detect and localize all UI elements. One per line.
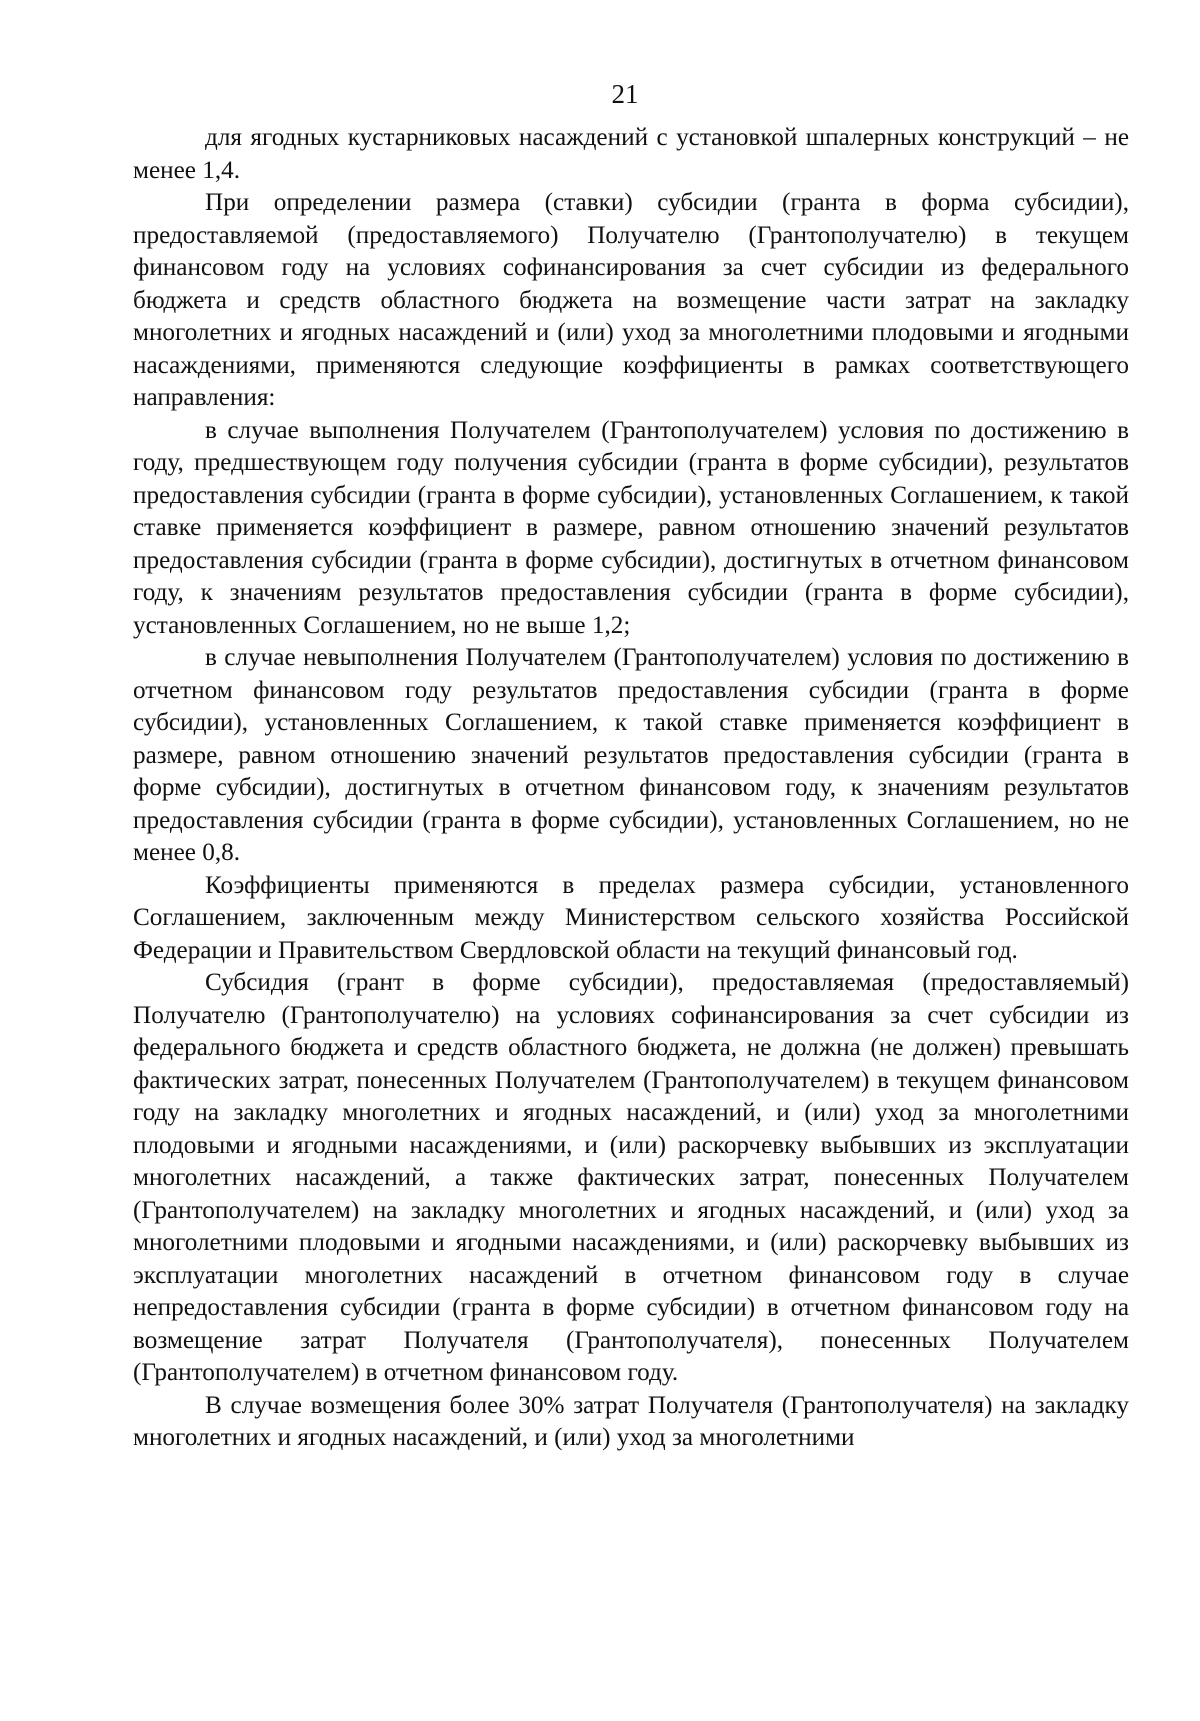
paragraph: Коэффициенты применяются в пределах размера субсидии, установленного Соглашением, заключенным между Министерством сельского хозяйства Российской Федерации и Правительством Свердловской области на текущий финансовый год. [133, 871, 1129, 964]
paragraph: в случае выполнения Получателем (Грантополучателем) условия по достижению в году, предшествующем году получения субсидии (гранта в форме субсидии), результатов предоставления субсидии (гранта в форме субсидии), установленных Соглашением, к такой ставке применяется коэффициент в размере, равном отношению значений результатов предоставления субсидии (гранта в форме субсидии), достигнутых в отчетном финансовом году, к значениям результатов предоставления субсидии (гранта в форме субсидии), установленных Соглашением, но не выше 1,2; [133, 416, 1129, 639]
page-number: 21 [611, 79, 639, 109]
paragraph: В случае возмещения более 30% затрат Получателя (Грантополучателя) на закладку многолетних и ягодных насаждений, и (или) уход за многолетними [133, 1391, 1129, 1451]
paragraph: При определении размера (ставки) субсидии (гранта в форма субсидии), предоставляемой (предоставляемого) Получателю (Грантополучателю) в текущем финансовом году на условиях софинансирования за счет субсидии из федерального бюджета и средств областного бюджета на возмещение части затрат на закладку многолетних и ягодных насаждений и (или) уход за многолетними плодовыми и ягодными насаждениями, применяются следующие коэффициенты в рамках соответствующего направления: [133, 189, 1129, 411]
paragraph: для ягодных кустарниковых насаждений с установкой шпалерных конструкций – не менее 1,4. [133, 124, 1129, 184]
paragraph: в случае невыполнения Получателем (Грантополучателем) условия по достижению в отчетном финансовом году результатов предоставления субсидии (гранта в форме субсидии), установленных Соглашением, к такой ставке применяется коэффициент в размере, равном отношению значений результатов предоставления субсидии (гранта в форме субсидии), достигнутых в отчетном финансовом году, к значениям результатов предоставления субсидии (гранта в форме субсидии), установленных Соглашением, но не менее 0,8. [133, 644, 1129, 866]
paragraph: Субсидия (грант в форме субсидии), предоставляемая (предоставляемый) Получателю (Грантополучателю) на условиях софинансирования за счет субсидии из федерального бюджета и средств областного бюджета, не должна (не должен) превышать фактических затрат, понесенных Получателем (Грантополучателем) в текущем финансовом году на закладку многолетних и ягодных насаждений, и (или) уход за многолетними плодовыми и ягодными насаждениями, и (или) раскорчевку выбывших из эксплуатации многолетних насаждений, а также фактических затрат, понесенных Получателем (Грантополучателем) на закладку многолетних и ягодных насаждений, и (или) уход за многолетними плодовыми и ягодными насаждениями, и (или) раскорчевку выбывших из эксплуатации многолетних насаждений в отчетном финансовом году в случае непредоставления субсидии (гранта в форме субсидии) в отчетном финансовом году на возмещение затрат Получателя (Грантополучателя), понесенных Получателем (Грантополучателем) в отчетном финансовом году. [133, 969, 1129, 1386]
document-body [133, 122, 1129, 1455]
